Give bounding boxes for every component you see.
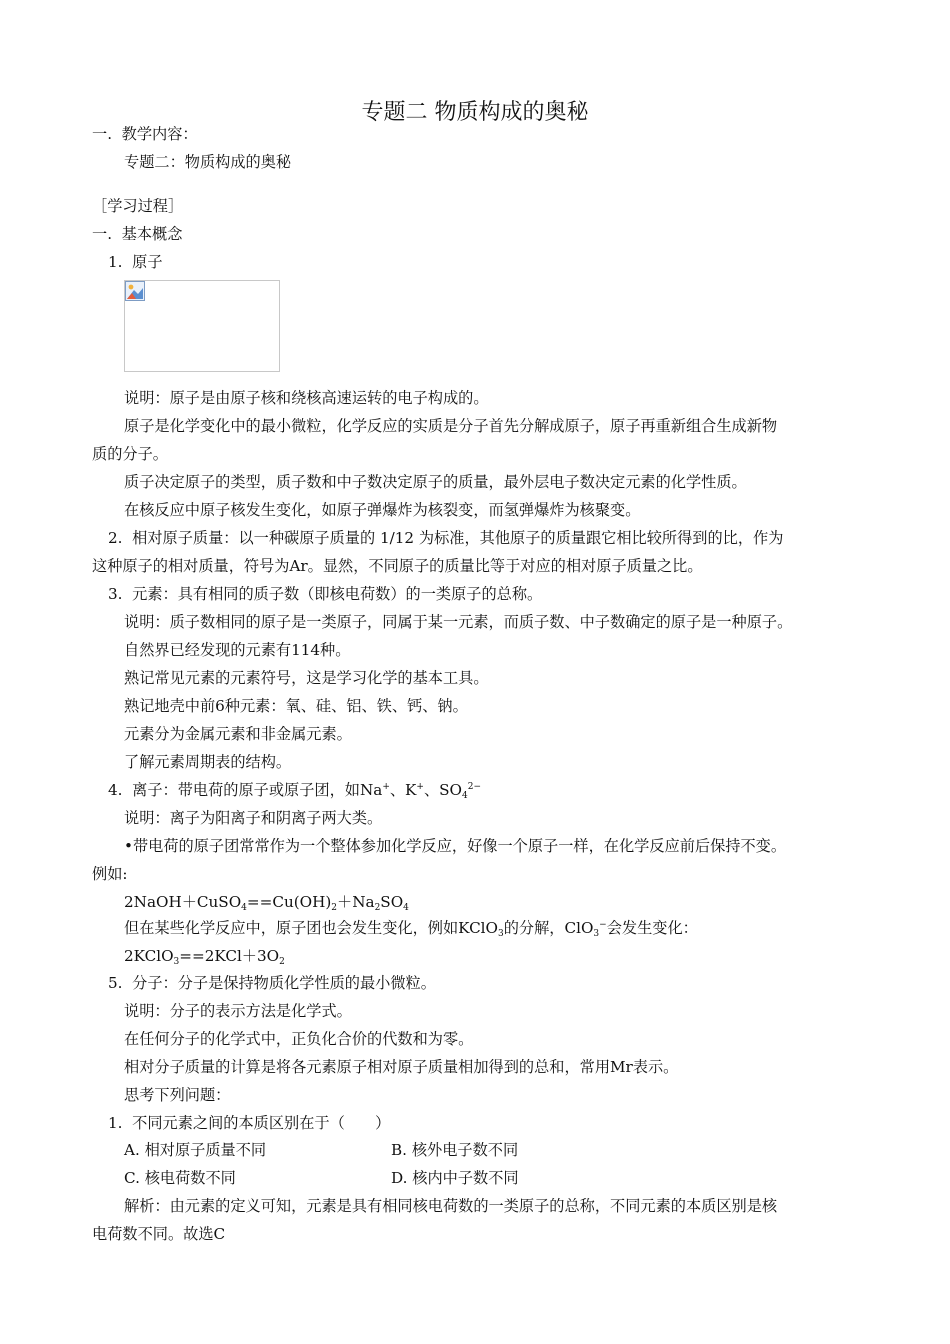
- element-paragraph-3: 熟记地壳中前6种元素：氧、硅、铝、铁、钙、钠。: [124, 697, 468, 715]
- relative-mass-line-1: 相对原子质量：以一种碳原子质量的 1/12 为标准，其他原子的质量跟它相比较所得到的比，作为: [132, 529, 784, 547]
- item-label: 原子: [132, 253, 163, 271]
- relative-mass-line-2: 这种原子的相对质量，符号为Ar。显然，不同原子的质量比等于对应的相对原子质量之比。: [92, 557, 703, 575]
- broken-image-icon: [125, 281, 145, 301]
- subscript: 3: [498, 929, 504, 939]
- paragraph-text: 的分解，ClO: [503, 919, 594, 937]
- ion-text: 、SO: [423, 781, 462, 799]
- item-number: 2.: [108, 529, 123, 547]
- section-number: 一.: [92, 125, 113, 143]
- element-description: 说明：质子数相同的原子是一类原子，同属于某一元素，而质子数、中子数确定的原子是一种原子。: [124, 613, 793, 631]
- equation-text: ＋Na: [337, 893, 375, 911]
- subscript: 2: [331, 903, 338, 913]
- molecule-description: 说明：分子的表示方法是化学式。: [124, 1002, 352, 1020]
- section-label: 基本概念: [121, 225, 183, 243]
- equation-text: ==Cu(OH): [246, 893, 332, 911]
- molecule-paragraph-2: 相对分子质量的计算是将各元素原子相对原子质量相加得到的总和，常用Mr表示。: [124, 1058, 679, 1076]
- subscript: 3: [593, 929, 600, 939]
- subscript: 3: [173, 957, 180, 967]
- paragraph-text: 但在某些化学反应中，原子团也会发生变化，例如KClO: [124, 919, 498, 937]
- atom-diagram-placeholder: [124, 280, 280, 372]
- equation-1: [124, 892, 409, 912]
- equation-text: SO: [380, 893, 404, 911]
- equation-text: ==2KCl＋3O: [179, 947, 280, 965]
- section-basic-concepts: [92, 224, 182, 244]
- equation-text: 2KClO: [124, 947, 174, 965]
- item-relative-atomic-mass: [108, 528, 783, 548]
- question-text: 不同元素之间的本质区别在于（ ）: [132, 1114, 391, 1132]
- paragraph-text: 会发生变化：: [606, 919, 698, 937]
- atom-paragraph-2: 质子决定原子的类型，质子数和中子数决定原子的质量，最外层电子数决定元素的化学性质。: [124, 473, 747, 491]
- ion-bullet-line-a: •带电荷的原子团常常作为一个整体参加化学反应，好像一个原子一样，在化学反应前后保持不变。: [124, 837, 787, 855]
- ion-bullet-line-b: 例如:: [92, 865, 128, 883]
- learning-process-label: ［学习过程］: [92, 197, 184, 215]
- option-a: A. 相对原子质量不同: [124, 1141, 267, 1159]
- ion-description: 说明：离子为阳离子和阴离子两大类。: [124, 809, 383, 827]
- question-number: 1.: [108, 1114, 123, 1132]
- equation-2: [124, 946, 285, 966]
- item-molecule: [108, 973, 436, 993]
- element-paragraph-1: 自然界已经发现的元素有114种。: [124, 641, 351, 659]
- subscript: 4: [462, 791, 468, 801]
- subscript: 2: [374, 903, 381, 913]
- question-stem: [108, 1113, 390, 1133]
- superscript: −: [599, 920, 607, 930]
- ion-text: 、K: [389, 781, 417, 799]
- ion-definition: 离子：带电荷的原子或原子团，如Na: [132, 781, 383, 799]
- item-ion: [108, 780, 481, 800]
- item-number: 1.: [108, 253, 123, 271]
- option-c: C. 核电荷数不同: [124, 1169, 236, 1187]
- item-atom-heading: [108, 252, 163, 272]
- item-number: 3.: [108, 585, 123, 603]
- item-number: 4.: [108, 781, 123, 799]
- superscript: +: [382, 782, 390, 792]
- item-element: [108, 584, 542, 604]
- page-title: 专题二 物质构成的奥秘: [361, 100, 589, 125]
- section-label: 教学内容：: [121, 125, 198, 143]
- atom-paragraph-3: 在核反应中原子核发生变化，如原子弹爆炸为核裂变，而氢弹爆炸为核聚变。: [124, 501, 641, 519]
- equation-text: 2NaOH＋CuSO: [124, 893, 242, 911]
- atom-paragraph-1a: 原子是化学变化中的最小微粒，化学反应的实质是分子首先分解成原子，原子再重新组合生成新物: [124, 417, 778, 435]
- atom-paragraph-1b: 质的分子。: [92, 445, 168, 463]
- element-paragraph-4: 元素分为金属元素和非金属元素。: [124, 725, 352, 743]
- section-teaching-content: [92, 124, 198, 144]
- analysis-line-b: 电荷数不同。故选C: [92, 1225, 226, 1243]
- superscript: +: [416, 782, 424, 792]
- ion-exception-text: [124, 918, 698, 938]
- section-number: 一.: [92, 225, 113, 243]
- molecule-paragraph-1: 在任何分子的化学式中，正负化合价的代数和为零。: [124, 1030, 474, 1048]
- atom-description: 说明：原子是由原子核和绕核高速运转的电子构成的。: [124, 389, 489, 407]
- molecule-paragraph-3: 思考下列问题：: [124, 1086, 231, 1104]
- element-definition: 元素：具有相同的质子数（即核电荷数）的一类原子的总称。: [132, 585, 543, 603]
- molecule-definition: 分子：分子是保持物质化学性质的最小微粒。: [132, 974, 436, 992]
- subscript: 4: [403, 903, 409, 913]
- superscript: 2−: [467, 782, 482, 792]
- analysis-line-a: 解析：由元素的定义可知，元素是具有相同核电荷数的一类原子的总称，不同元素的本质区别是核: [124, 1197, 778, 1215]
- option-d: D. 核内中子数不同: [391, 1169, 519, 1187]
- subscript: 2: [279, 957, 285, 967]
- teaching-content-text: 专题二：物质构成的奥秘: [124, 153, 292, 171]
- element-paragraph-5: 了解元素周期表的结构。: [124, 753, 292, 771]
- element-paragraph-2: 熟记常见元素的元素符号，这是学习化学的基本工具。: [124, 669, 489, 687]
- subscript: 4: [241, 903, 247, 913]
- option-b: B. 核外电子数不同: [391, 1141, 519, 1159]
- item-number: 5.: [108, 974, 123, 992]
